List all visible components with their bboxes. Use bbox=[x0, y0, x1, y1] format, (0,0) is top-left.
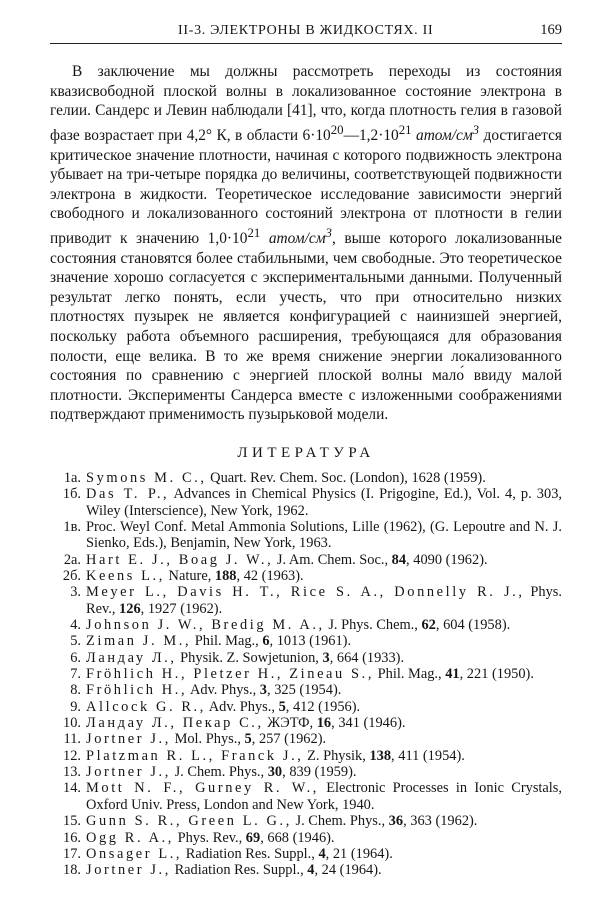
running-title: II-3. ЭЛЕКТРОНЫ В ЖИДКОСТЯХ. II bbox=[178, 23, 434, 38]
reference-source: Nature, bbox=[164, 568, 215, 584]
main-text bbox=[50, 62, 562, 425]
unit-text: атом/см bbox=[416, 126, 473, 144]
text-segment: В заключение мы должны рассмотреть переходы из состояния квазисвободной плоской волны в локализованное состояние электрона в гелии. Сандерс и Левин наблюдали [41], что, когда плотность гелия в газовой фазе возрастает при 4,2° К, в области 6·10 bbox=[50, 63, 562, 144]
reference-author: Ландау Л., bbox=[86, 649, 177, 666]
reference-number: 1б. bbox=[62, 486, 81, 503]
reference-text bbox=[86, 731, 562, 747]
reference-number: 3. bbox=[70, 584, 81, 601]
reference-source: Adv. Phys., bbox=[205, 698, 279, 715]
reference-author: Symons M. C., bbox=[86, 469, 207, 486]
reference-source: Quart. Rev. Chem. Soc. (London), bbox=[206, 469, 412, 486]
reference-author: Ogg R. A., bbox=[86, 829, 174, 846]
reference-pages: , 1927 (1962). bbox=[140, 600, 223, 617]
reference-pages: , 42 (1963). bbox=[236, 568, 304, 584]
reference-pages: , 4090 (1962). bbox=[406, 551, 488, 568]
reference-text bbox=[86, 846, 562, 862]
reference-item bbox=[50, 650, 562, 666]
reference-pages: , 221 (1950). bbox=[459, 666, 534, 683]
reference-item bbox=[50, 715, 562, 731]
reference-source: J. Phys. Chem., bbox=[324, 617, 422, 634]
reference-source: Phys. Rev., bbox=[86, 584, 562, 617]
reference-text bbox=[86, 813, 562, 829]
reference-text bbox=[86, 552, 562, 568]
reference-author: Onsager L., bbox=[86, 845, 183, 862]
superscript: 20 bbox=[330, 122, 344, 137]
reference-author: Platzman R. L., Franck J., bbox=[86, 747, 304, 764]
header-rule bbox=[50, 43, 562, 44]
reference-volume: 62 bbox=[421, 617, 436, 634]
reference-source: Physik. Z. Sowjetunion, bbox=[176, 649, 323, 666]
reference-volume: 5 bbox=[244, 731, 252, 748]
text-segment: достигается критическое значение плотности, начиная с которого подвижность электрона убывает на три-четыре порядка до величины, соответствующей подвижности электрона в жидкости. Теоретическое исследование зависимости энергий свободного и локализованного состояний электрона от плотности в гелии приводит к значению 1,0·10 bbox=[50, 126, 563, 247]
reference-number: 4. bbox=[70, 617, 81, 634]
reference-item bbox=[50, 813, 562, 829]
reference-source: J. Chem. Phys., bbox=[170, 764, 268, 781]
superscript: 21 bbox=[247, 225, 261, 240]
reference-text bbox=[86, 715, 562, 731]
reference-volume: 188 bbox=[214, 568, 237, 584]
reference-item bbox=[50, 584, 562, 617]
reference-number: 18. bbox=[63, 862, 81, 879]
reference-author: Gunn S. R., Green L. G., bbox=[86, 813, 292, 830]
reference-pages: , 604 (1958). bbox=[435, 617, 511, 634]
reference-item bbox=[50, 617, 562, 633]
reference-item bbox=[50, 682, 562, 698]
reference-text bbox=[86, 519, 562, 552]
reference-pages: , 839 (1959). bbox=[282, 764, 357, 781]
superscript: 3 bbox=[472, 122, 480, 137]
reference-pages: , 341 (1946). bbox=[331, 715, 406, 732]
reference-number: 13. bbox=[63, 764, 81, 781]
page-header bbox=[50, 22, 562, 39]
text-segment: —1,2·10 bbox=[343, 126, 399, 144]
reference-number: 12. bbox=[63, 747, 81, 764]
paragraph bbox=[50, 62, 562, 425]
reference-item bbox=[50, 731, 562, 747]
reference-source: Advances in Chemical Physics (I. Prigogine, Ed.), Vol. 4, p. 303, Wiley (Interscience), New York, 1962. bbox=[86, 486, 562, 519]
reference-author: Johnson J. W., Bredig M. A., bbox=[86, 617, 325, 634]
reference-author: Jortner J., bbox=[86, 764, 171, 781]
reference-source: ЖЭТФ, bbox=[263, 715, 317, 732]
literature-heading: ЛИТЕРАТУРА bbox=[237, 444, 375, 461]
superscript: 3 bbox=[325, 225, 332, 240]
reference-text bbox=[86, 764, 562, 780]
reference-volume: 3 bbox=[322, 649, 330, 666]
reference-item bbox=[50, 519, 562, 552]
reference-pages: , 21 (1964). bbox=[325, 845, 393, 862]
reference-pages: , 411 (1954). bbox=[391, 747, 465, 764]
reference-source: Radiation Res. Suppl., bbox=[170, 862, 308, 879]
reference-source: Phil. Mag., bbox=[191, 633, 263, 650]
reference-number: 8. bbox=[70, 682, 81, 699]
reference-number: 7. bbox=[70, 666, 81, 683]
reference-pages: , 668 (1946). bbox=[260, 829, 335, 846]
reference-number: 15. bbox=[63, 813, 81, 830]
reference-number: 16. bbox=[63, 829, 81, 846]
reference-author: Hart E. J., Boag J. W., bbox=[86, 551, 274, 568]
unit-text: атом/см bbox=[268, 230, 326, 247]
reference-pages: , 412 (1956). bbox=[285, 698, 361, 715]
reference-text bbox=[86, 486, 562, 519]
reference-text bbox=[86, 617, 562, 633]
reference-source: Radiation Res. Suppl., bbox=[182, 845, 319, 862]
reference-pages: 1628 (1959). bbox=[411, 469, 486, 486]
page-number: 169 bbox=[540, 22, 562, 38]
reference-source: Proc. Weyl Conf. Metal Ammonia Solutions, Lille (1962), (G. Lepoutre and N. J. Sienko, Eds.), Benjamin, New York, 1963. bbox=[86, 518, 562, 552]
reference-text bbox=[86, 470, 562, 486]
reference-item bbox=[50, 486, 562, 519]
reference-text bbox=[86, 699, 562, 715]
reference-volume: 41 bbox=[445, 666, 460, 683]
reference-volume: 6 bbox=[262, 633, 270, 650]
text-segment: , выше которого локализованные состояния становятся более стабильными, чем свободные. Это теоретическое значение хорошо согласуется с экспериментальными данными. Полученный результат легко понять, если учесть, что при относительно низких плотностях пузырек не является конфигурацией с наинизшей энергией, поскольку работа объемного расширения, требующаяся для образования полости, еще велика. В то же время снижение энергии локализованного состояния по сравнению с энергией плоской волны мало́ ввиду малой плотности. Эксперименты Сандерса вместе с изложенными соображениями подтверждают применимость пузырьковой модели. bbox=[50, 230, 562, 424]
reference-number: 1в. bbox=[63, 518, 81, 535]
reference-volume: 4 bbox=[318, 845, 326, 862]
reference-pages: , 325 (1954). bbox=[267, 682, 342, 699]
reference-text bbox=[86, 650, 562, 666]
reference-author: Fröhlich H., Pletzer H., Zineau S., bbox=[86, 666, 375, 683]
reference-text bbox=[86, 862, 562, 878]
reference-text bbox=[86, 666, 562, 682]
reference-number: 1а. bbox=[63, 469, 81, 486]
reference-volume: 84 bbox=[391, 551, 407, 568]
reference-source: J. Chem. Phys., bbox=[291, 813, 389, 830]
reference-volume: 69 bbox=[245, 829, 261, 846]
reference-volume: 3 bbox=[259, 682, 267, 699]
reference-volume: 16 bbox=[316, 715, 332, 732]
reference-number: 17. bbox=[63, 845, 81, 862]
reference-author: Allcock G. R., bbox=[86, 698, 206, 715]
reference-item bbox=[50, 699, 562, 715]
reference-list bbox=[50, 470, 562, 879]
reference-author: Jortner J., bbox=[86, 862, 171, 879]
reference-item bbox=[50, 780, 562, 813]
reference-author: Jortner J., bbox=[86, 731, 171, 748]
reference-number: 5. bbox=[70, 633, 81, 650]
reference-text bbox=[86, 682, 562, 698]
reference-author: Mott N. F., Gurney R. W., bbox=[86, 780, 319, 797]
reference-number: 9. bbox=[70, 698, 81, 715]
reference-item bbox=[50, 470, 562, 486]
reference-author: Das T. P., bbox=[86, 486, 170, 503]
reference-item bbox=[50, 633, 562, 649]
reference-item bbox=[50, 748, 562, 764]
reference-number: 6. bbox=[70, 649, 81, 666]
reference-item bbox=[50, 568, 562, 584]
reference-author: Ziman J. M., bbox=[86, 633, 192, 650]
reference-source: Mol. Phys., bbox=[170, 731, 245, 748]
reference-number: 14. bbox=[63, 780, 81, 797]
reference-number: 11. bbox=[63, 731, 81, 748]
reference-source: Phys. Rev., bbox=[173, 829, 246, 846]
reference-item bbox=[50, 846, 562, 862]
reference-item bbox=[50, 666, 562, 682]
reference-volume: 4 bbox=[307, 862, 315, 879]
reference-pages: , 1013 (1961). bbox=[269, 633, 352, 650]
reference-text bbox=[86, 780, 562, 813]
reference-item bbox=[50, 552, 562, 568]
reference-author: Keens L., bbox=[86, 568, 165, 584]
reference-pages: , 257 (1962). bbox=[251, 731, 327, 748]
reference-source: J. Am. Chem. Soc., bbox=[273, 551, 392, 568]
reference-text bbox=[86, 568, 562, 584]
reference-number: 10. bbox=[63, 715, 81, 732]
reference-volume: 126 bbox=[119, 600, 141, 617]
reference-author: Ландау Л., Пекар С., bbox=[86, 715, 264, 732]
reference-item bbox=[50, 862, 562, 878]
reference-item bbox=[50, 830, 562, 846]
reference-pages: , 664 (1933). bbox=[329, 649, 405, 666]
reference-text bbox=[86, 830, 562, 846]
reference-text bbox=[86, 584, 562, 617]
reference-source: Adv. Phys., bbox=[187, 682, 260, 699]
reference-number: 2а. bbox=[63, 551, 81, 568]
reference-pages: , 363 (1962). bbox=[403, 813, 478, 830]
reference-number: 2б. bbox=[62, 568, 81, 584]
reference-text bbox=[86, 748, 562, 764]
superscript: 21 bbox=[398, 122, 412, 137]
reference-volume: 5 bbox=[278, 698, 286, 715]
reference-volume: 36 bbox=[388, 813, 404, 830]
reference-source: Phil. Mag., bbox=[374, 666, 446, 683]
reference-volume: 30 bbox=[267, 764, 283, 781]
reference-source: Z. Physik, bbox=[303, 747, 370, 764]
reference-source: Electronic Processes in Ionic Crystals, Oxford Univ. Press, London and New York, 1940. bbox=[86, 780, 562, 813]
reference-author: Fröhlich H., bbox=[86, 682, 188, 699]
reference-text bbox=[86, 633, 562, 649]
reference-author: Meyer L., Davis H. T., Rice S. A., Donnelly R. J., bbox=[86, 584, 525, 601]
reference-pages: , 24 (1964). bbox=[314, 862, 382, 879]
reference-volume: 138 bbox=[369, 747, 392, 764]
reference-item bbox=[50, 764, 562, 780]
